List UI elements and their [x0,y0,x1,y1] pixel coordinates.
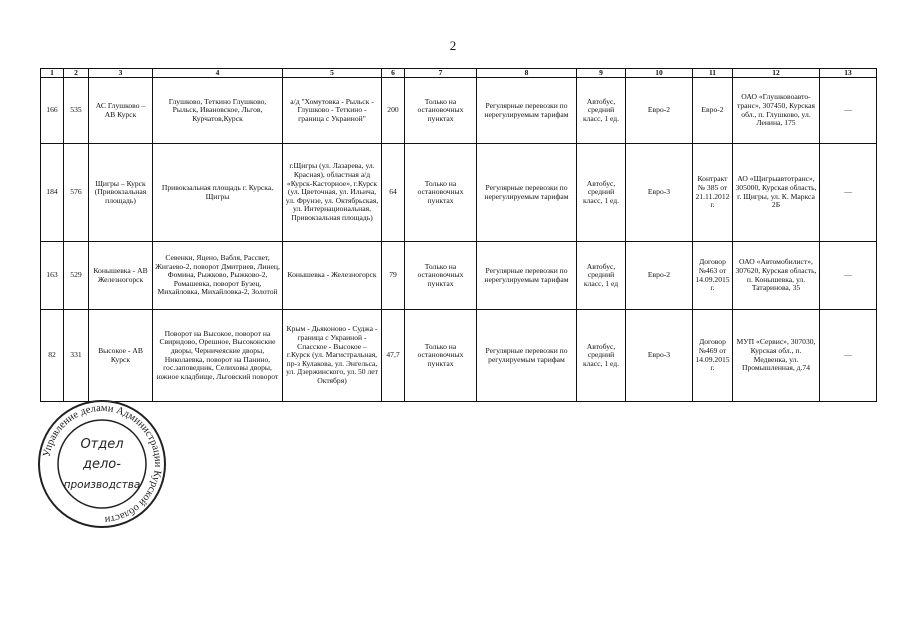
route-table [40,68,877,402]
stamp-line-1: Отдел [80,437,124,452]
stamp-line-2: дело- [83,457,121,472]
intermediate-stops: Поворот на Высокое, поворот на Свиридово, Орешное, Высоконские дворы, Черничеяские дворы, Николаевка, поворот на Панино, гос.заповедник, Селиховы дворы, южное кладбище, Льговский поворот [153,310,283,402]
route-streets: г.Щигры (ул. Лазарева, ул. Красная), областная а/д «Курск-Касторное», г.Курск (ул. Цветочная, ул. Ильича, ул. Фрунзе, ул. Октябрьская, ул. Интернациональная, Привокзальная площадь) [283,144,382,242]
transport-type: Регулярные перевозки по регулируемым тарифам [477,310,577,402]
route-name: Щигры – Курск (Привокзальная площадь) [89,144,153,242]
eco-class: Евро-2 [626,78,693,144]
notes: — [820,242,877,310]
header-cell: 8 [477,69,577,78]
route-length: 200 [382,78,405,144]
header-cell: 6 [382,69,405,78]
notes: — [820,310,877,402]
eco-class: Евро-2 [626,242,693,310]
route-number: 163 [41,242,64,310]
header-cell: 9 [577,69,626,78]
table-row [41,242,877,310]
header-cell: 5 [283,69,382,78]
registry-number: 331 [64,310,89,402]
route-length: 47,7 [382,310,405,402]
route-name: Высокое - АВ Курск [89,310,153,402]
carrier-info: АО «Щигрыавтотранс», 305000, Курская область, г. Щигры, ул. К. Маркса 2Б [733,144,820,242]
header-cell: 10 [626,69,693,78]
route-length: 64 [382,144,405,242]
boarding-procedure: Только на остановочных пунктах [405,78,477,144]
contract-info: Евро-2 [693,78,733,144]
boarding-procedure: Только на остановочных пунктах [405,310,477,402]
header-cell: 12 [733,69,820,78]
header-cell: 7 [405,69,477,78]
contract-info: Договор №463 от 14.09.2015 г. [693,242,733,310]
transport-type: Регулярные перевозки по нерегулируемым тарифам [477,242,577,310]
intermediate-stops: Привокзальная площадь г. Курска, Щигры [153,144,283,242]
contract-info: Договор №469 от 14.09.2015 г. [693,310,733,402]
intermediate-stops: Глушково, Теткино Глушково, Рыльск, Ивановское, Льгов, Курчатов,Курск [153,78,283,144]
route-number: 82 [41,310,64,402]
route-streets: а/д "Хомутовка - Рыльск - Глушково - Теткино - граница с Украиной" [283,78,382,144]
intermediate-stops: Севенки, Яцено, Вабля, Рассвет, Жигаево-2, поворот Дмитриев, Линец, Фомина, Рыжково, Рыжково-2, Ромашевка, поворот Бузец, Михайловка, Михайловка-2, Золотой [153,242,283,310]
route-name: АС Глушково – АВ Курск [89,78,153,144]
transport-type: Регулярные перевозки по нерегулируемым тарифам [477,78,577,144]
table-row [41,310,877,402]
header-cell: 1 [41,69,64,78]
eco-class: Евро-3 [626,310,693,402]
vehicle-info: Автобус, средний класс, 1 ед. [577,144,626,242]
route-number: 184 [41,144,64,242]
header-cell: 11 [693,69,733,78]
vehicle-info: Автобус, средний класс, 1 ед [577,242,626,310]
notes: — [820,78,877,144]
header-cell: 2 [64,69,89,78]
stamp-line-3: производства [63,479,141,491]
boarding-procedure: Только на остановочных пунктах [405,242,477,310]
eco-class: Евро-3 [626,144,693,242]
carrier-info: ОАО «Глушковоавто-транс», 307450, Курская обл., п. Глушково, ул. Ленина, 175 [733,78,820,144]
office-stamp [36,398,168,530]
header-cell: 4 [153,69,283,78]
registry-number: 535 [64,78,89,144]
carrier-info: МУП «Сервис», 307030, Курская обл., п. Медвенка, ул. Промышленная, д.74 [733,310,820,402]
header-row [41,69,877,78]
registry-number: 576 [64,144,89,242]
carrier-info: ОАО «Автомобилист», 307620, Курская область, п. Конышевка, ул. Татаринова, 35 [733,242,820,310]
boarding-procedure: Только на остановочных пунктах [405,144,477,242]
route-number: 166 [41,78,64,144]
page-number: 2 [449,38,457,53]
route-length: 79 [382,242,405,310]
vehicle-info: Автобус, средний класс, 1 ед. [577,310,626,402]
route-streets: Крым - Дьяконово - Суджа - граница с Украиной - Спасское - Высокое – г.Курск (ул. Магистральная, пр-з Кулакова, ул. Энгельса, ул. Дзержинского, ул. 50 лет Октября) [283,310,382,402]
stamp-ring-text: Управление делами Администрации Курской области [41,402,164,525]
table-row [41,144,877,242]
transport-type: Регулярные перевозки по нерегулируемым тарифам [477,144,577,242]
route-name: Конышевка - АВ Железногорск [89,242,153,310]
table-row [41,78,877,144]
header-cell: 13 [820,69,877,78]
notes: — [820,144,877,242]
route-streets: Конышевка - Железногорск [283,242,382,310]
contract-info: Контракт № 385 от 21.11.2012 г. [693,144,733,242]
header-cell: 3 [89,69,153,78]
registry-number: 529 [64,242,89,310]
vehicle-info: Автобус, средний класс, 1 ед. [577,78,626,144]
